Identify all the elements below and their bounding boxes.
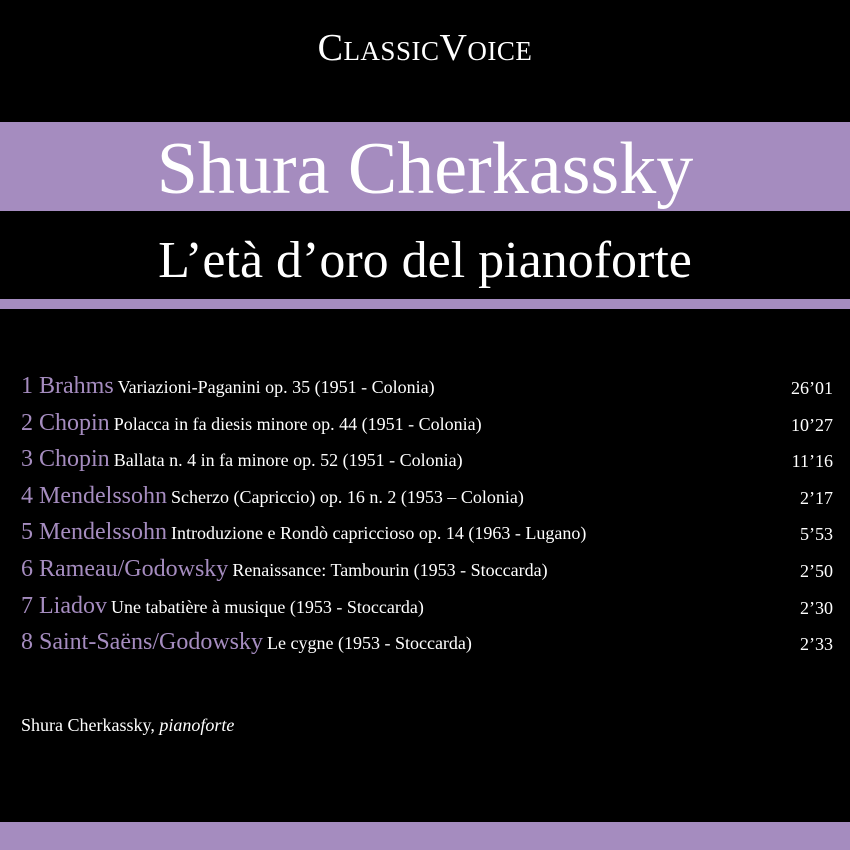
- track-duration: 5’53: [800, 524, 833, 545]
- track-description: Introduzione e Rondò capriccioso op. 14 (1963 - Lugano): [171, 523, 587, 544]
- track-description: Renaissance: Tambourin (1953 - Stoccarda): [232, 559, 548, 580]
- track-duration: 11’16: [791, 451, 833, 472]
- track-list: [21, 370, 833, 663]
- divider-band: [0, 299, 850, 309]
- track-composer: 4 Mendelssohn: [21, 482, 167, 509]
- track-item: [21, 480, 833, 517]
- label-logo: ClassicVoice: [317, 27, 533, 69]
- track-description: Variazioni-Paganini op. 35 (1951 - Colonia): [117, 377, 435, 397]
- track-duration: 10’27: [791, 414, 833, 435]
- track-composer: 3 Chopin: [21, 446, 110, 473]
- track-duration: 2’33: [800, 634, 833, 655]
- track-item: [21, 443, 833, 480]
- track-item: [21, 407, 833, 444]
- performer-instrument: pianoforte: [159, 715, 235, 735]
- track-composer: 8 Saint-Saëns/Godowsky: [21, 629, 263, 656]
- artist-title: Shura Cherkassky: [156, 128, 694, 210]
- track-item: [21, 553, 833, 590]
- track-composer: 7 Liadov: [21, 592, 107, 619]
- track-item: [21, 626, 833, 663]
- performer-credit: [21, 712, 234, 738]
- track-description: Scherzo (Capriccio) op. 16 n. 2 (1953 – Colonia): [171, 486, 524, 507]
- track-item: [21, 590, 833, 627]
- track-duration: 2’30: [800, 597, 833, 618]
- track-duration: 2’50: [800, 560, 833, 581]
- track-description: Ballata n. 4 in fa minore op. 52 (1951 - Colonia): [113, 450, 463, 471]
- track-composer: 5 Mendelssohn: [21, 519, 167, 546]
- bottom-band: [0, 822, 850, 850]
- track-item: [21, 516, 833, 553]
- track-composer: 1 Brahms: [21, 373, 114, 399]
- track-duration: 26’01: [791, 378, 833, 398]
- track-composer: 6 Rameau/Godowsky: [21, 555, 229, 582]
- performer-name: Shura Cherkassky,: [21, 715, 155, 735]
- track-description: Le cygne (1953 - Stoccarda): [267, 633, 472, 654]
- track-composer: 2 Chopin: [21, 409, 110, 436]
- track-item: [21, 370, 833, 407]
- album-subtitle: L’età d’oro del pianoforte: [158, 232, 692, 289]
- track-duration: 2’17: [800, 487, 833, 508]
- track-description: Une tabatière à musique (1953 - Stoccarda): [110, 596, 424, 617]
- track-description: Polacca in fa diesis minore op. 44 (1951 - Colonia): [113, 413, 482, 434]
